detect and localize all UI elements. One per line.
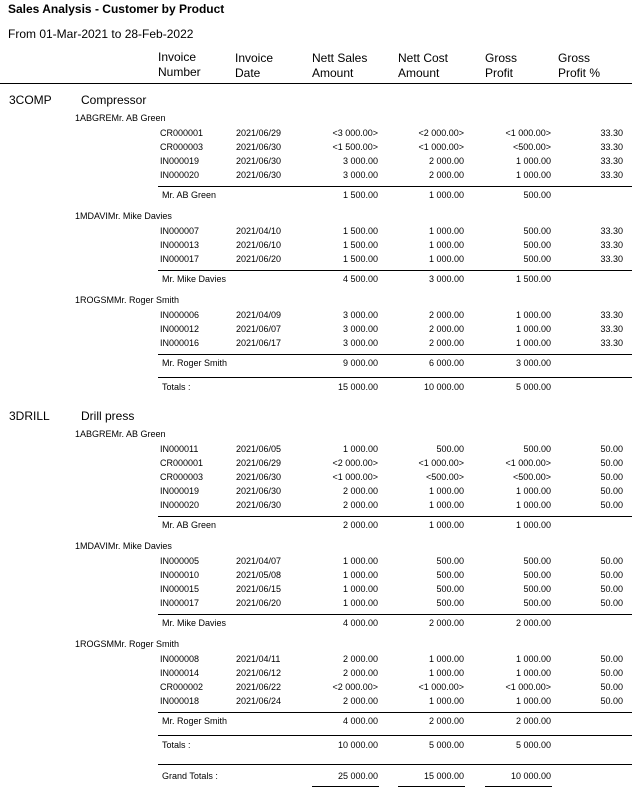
gross-profit-pct: 33.30 <box>600 338 623 348</box>
gross-profit-amount: 500.00 <box>523 226 551 236</box>
nett-sales-amount: 2 000.00 <box>342 500 378 510</box>
nett-cost-amount: <1 000.00> <box>418 458 464 468</box>
invoice-date: 2021/06/30 <box>236 472 282 482</box>
gross-profit-amount: 500.00 <box>523 254 551 264</box>
gross-profit-pct: 50.00 <box>600 570 623 580</box>
gross-profit-amount: <500.00> <box>512 142 551 152</box>
column-header-gross-profit-pct: Gross Profit % <box>558 51 601 80</box>
nett-sales-amount: 1 500.00 <box>342 226 378 236</box>
subtotal-amount: 1 500.00 <box>515 274 551 284</box>
customer-header: 1ABGREMr. AB Green <box>75 429 166 439</box>
invoice-number: CR000003 <box>160 472 204 482</box>
subtotal-customer-name: Mr. AB Green <box>162 520 217 530</box>
gross-profit-pct: 50.00 <box>600 682 623 692</box>
nett-sales-amount: 2 000.00 <box>342 668 378 678</box>
invoice-number: IN000018 <box>160 696 200 706</box>
gross-profit-amount: 500.00 <box>523 570 551 580</box>
gross-profit-pct: 50.00 <box>600 472 623 482</box>
grand-totals-label: Grand Totals : <box>162 771 218 781</box>
totals-label: Totals : <box>162 740 191 750</box>
invoice-number: IN000020 <box>160 500 200 510</box>
nett-sales-amount: 3 000.00 <box>342 170 378 180</box>
invoice-number: IN000017 <box>160 254 200 264</box>
gross-profit-amount: 1 000.00 <box>515 696 551 706</box>
nett-sales-amount: 3 000.00 <box>342 324 378 334</box>
totals-amount: 5 000.00 <box>515 740 551 750</box>
nett-sales-amount: 1 500.00 <box>342 240 378 250</box>
subtotal-amount: 2 000.00 <box>342 520 378 530</box>
gross-profit-amount: 500.00 <box>523 556 551 566</box>
subtotal-customer-name: Mr. AB Green <box>162 190 217 200</box>
invoice-number: IN000019 <box>160 156 200 166</box>
invoice-date: 2021/06/20 <box>236 254 282 264</box>
nett-cost-amount: 1 000.00 <box>428 226 464 236</box>
invoice-number: CR000001 <box>160 458 204 468</box>
invoice-date: 2021/06/30 <box>236 156 282 166</box>
column-header-invoice-number: Invoice Number <box>158 50 201 79</box>
nett-cost-amount: 1 000.00 <box>428 668 464 678</box>
gross-profit-pct: 50.00 <box>600 654 623 664</box>
product-code: 3DRILL <box>9 409 50 423</box>
gross-profit-pct: 33.30 <box>600 156 623 166</box>
customer-header: 1MDAVIMr. Mike Davies <box>75 211 172 221</box>
nett-cost-amount: <2 000.00> <box>418 128 464 138</box>
nett-sales-amount: 1 000.00 <box>342 570 378 580</box>
gross-profit-pct: 50.00 <box>600 500 623 510</box>
subtotal-amount: 4 500.00 <box>342 274 378 284</box>
nett-sales-amount: 2 000.00 <box>342 696 378 706</box>
nett-sales-amount: 3 000.00 <box>342 338 378 348</box>
nett-sales-amount: <2 000.00> <box>332 458 378 468</box>
subtotal-amount: 9 000.00 <box>342 358 378 368</box>
subtotal-amount: 3 000.00 <box>515 358 551 368</box>
gross-profit-amount: 1 000.00 <box>515 338 551 348</box>
gross-profit-amount: 500.00 <box>523 598 551 608</box>
gross-profit-pct: 50.00 <box>600 486 623 496</box>
nett-cost-amount: 2 000.00 <box>428 170 464 180</box>
subtotal-rule <box>158 354 632 355</box>
gross-profit-pct: 33.30 <box>600 310 623 320</box>
subtotal-amount: 4 000.00 <box>342 716 378 726</box>
subtotal-amount: 1 000.00 <box>515 520 551 530</box>
gross-profit-amount: <1 000.00> <box>505 128 551 138</box>
gross-profit-amount: 1 000.00 <box>515 486 551 496</box>
nett-cost-amount: 1 000.00 <box>428 654 464 664</box>
totals-amount: 10 000.00 <box>337 740 378 750</box>
subtotal-amount: 2 000.00 <box>428 716 464 726</box>
gross-profit-pct: 33.30 <box>600 324 623 334</box>
nett-sales-amount: 1 000.00 <box>342 584 378 594</box>
grand-totals-underline <box>398 786 465 787</box>
nett-cost-amount: 2 000.00 <box>428 338 464 348</box>
invoice-date: 2021/04/11 <box>236 654 281 664</box>
nett-sales-amount: <3 000.00> <box>332 128 378 138</box>
invoice-date: 2021/06/05 <box>236 444 282 454</box>
grand-totals-amount: 15 000.00 <box>423 771 464 781</box>
gross-profit-pct: 33.30 <box>600 240 623 250</box>
nett-cost-amount: 1 000.00 <box>428 500 464 510</box>
subtotal-amount: 6 000.00 <box>428 358 464 368</box>
subtotal-amount: 3 000.00 <box>428 274 464 284</box>
gross-profit-pct: 33.30 <box>600 170 623 180</box>
gross-profit-pct: 50.00 <box>600 584 623 594</box>
gross-profit-pct: 50.00 <box>600 444 623 454</box>
nett-sales-amount: 3 000.00 <box>342 310 378 320</box>
nett-cost-amount: <1 000.00> <box>418 682 464 692</box>
invoice-date: 2021/06/30 <box>236 486 282 496</box>
gross-profit-amount: 500.00 <box>523 584 551 594</box>
gross-profit-pct: 33.30 <box>600 128 623 138</box>
nett-cost-amount: <1 000.00> <box>418 142 464 152</box>
gross-profit-amount: 1 000.00 <box>515 310 551 320</box>
gross-profit-amount: 1 000.00 <box>515 500 551 510</box>
subtotal-amount: 1 500.00 <box>342 190 378 200</box>
invoice-number: CR000003 <box>160 142 204 152</box>
nett-cost-amount: 500.00 <box>436 556 464 566</box>
invoice-date: 2021/06/12 <box>236 668 282 678</box>
invoice-date: 2021/04/10 <box>236 226 282 236</box>
subtotal-rule <box>158 712 632 713</box>
subtotal-customer-name: Mr. Mike Davies <box>162 274 227 284</box>
totals-amount: 15 000.00 <box>337 382 378 392</box>
subtotal-amount: 1 000.00 <box>428 190 464 200</box>
subtotal-rule <box>158 186 632 187</box>
totals-label: Totals : <box>162 382 191 392</box>
invoice-number: CR000002 <box>160 682 204 692</box>
grand-totals-top-rule <box>158 764 632 765</box>
gross-profit-pct: 50.00 <box>600 598 623 608</box>
invoice-number: IN000014 <box>160 668 200 678</box>
grand-totals-underline <box>485 786 552 787</box>
gross-profit-amount: <1 000.00> <box>505 458 551 468</box>
gross-profit-amount: 500.00 <box>523 240 551 250</box>
invoice-date: 2021/06/29 <box>236 458 282 468</box>
nett-cost-amount: 1 000.00 <box>428 696 464 706</box>
invoice-date: 2021/06/20 <box>236 598 282 608</box>
gross-profit-amount: 1 000.00 <box>515 668 551 678</box>
product-name: Drill press <box>81 409 135 423</box>
column-header-gross-profit: Gross Profit <box>485 51 518 80</box>
invoice-number: IN000015 <box>160 584 200 594</box>
subtotal-amount: 2 000.00 <box>515 618 551 628</box>
invoice-date: 2021/06/30 <box>236 142 282 152</box>
nett-sales-amount: 1 000.00 <box>342 444 378 454</box>
totals-rule <box>158 377 632 378</box>
gross-profit-amount: 1 000.00 <box>515 170 551 180</box>
nett-sales-amount: 3 000.00 <box>342 156 378 166</box>
nett-cost-amount: 1 000.00 <box>428 240 464 250</box>
product-code: 3COMP <box>9 93 52 107</box>
gross-profit-pct: 33.30 <box>600 254 623 264</box>
invoice-number: IN000007 <box>160 226 200 236</box>
invoice-number: IN000017 <box>160 598 200 608</box>
gross-profit-pct: 33.30 <box>600 226 623 236</box>
invoice-number: IN000006 <box>160 310 200 320</box>
customer-header: 1ROGSMMr. Roger Smith <box>75 639 180 649</box>
subtotal-amount: 1 000.00 <box>428 520 464 530</box>
invoice-number: IN000019 <box>160 486 200 496</box>
invoice-date: 2021/06/24 <box>236 696 282 706</box>
invoice-date: 2021/06/17 <box>236 338 282 348</box>
nett-cost-amount: 2 000.00 <box>428 310 464 320</box>
grand-totals-amount: 25 000.00 <box>337 771 378 781</box>
totals-rule <box>158 735 632 736</box>
invoice-number: CR000001 <box>160 128 204 138</box>
gross-profit-pct: 33.30 <box>600 142 623 152</box>
column-header-nett-cost: Nett Cost Amount <box>398 51 449 80</box>
invoice-date: 2021/04/07 <box>236 556 282 566</box>
subtotal-rule <box>158 516 632 517</box>
invoice-date: 2021/06/30 <box>236 170 282 180</box>
subtotal-amount: 2 000.00 <box>428 618 464 628</box>
subtotal-amount: 2 000.00 <box>515 716 551 726</box>
gross-profit-pct: 50.00 <box>600 668 623 678</box>
invoice-date: 2021/06/22 <box>236 682 282 692</box>
invoice-date: 2021/06/29 <box>236 128 282 138</box>
invoice-number: IN000013 <box>160 240 200 250</box>
grand-totals-amount: 10 000.00 <box>510 771 551 781</box>
invoice-number: IN000011 <box>160 444 199 454</box>
gross-profit-amount: <1 000.00> <box>505 682 551 692</box>
grand-totals-underline <box>312 786 379 787</box>
nett-sales-amount: 1 000.00 <box>342 598 378 608</box>
invoice-date: 2021/04/09 <box>236 310 282 320</box>
subtotal-rule <box>158 614 632 615</box>
subtotal-rule <box>158 270 632 271</box>
gross-profit-pct: 50.00 <box>600 696 623 706</box>
customer-header: 1ABGREMr. AB Green <box>75 113 166 123</box>
nett-sales-amount: 2 000.00 <box>342 654 378 664</box>
invoice-date: 2021/05/08 <box>236 570 282 580</box>
invoice-number: IN000012 <box>160 324 200 334</box>
invoice-date: 2021/06/10 <box>236 240 282 250</box>
nett-cost-amount: 500.00 <box>436 598 464 608</box>
subtotal-amount: 4 000.00 <box>342 618 378 628</box>
gross-profit-amount: 1 000.00 <box>515 324 551 334</box>
customer-header: 1ROGSMMr. Roger Smith <box>75 295 180 305</box>
product-name: Compressor <box>81 93 147 107</box>
gross-profit-pct: 50.00 <box>600 458 623 468</box>
invoice-number: IN000005 <box>160 556 200 566</box>
invoice-number: IN000010 <box>160 570 200 580</box>
nett-cost-amount: 2 000.00 <box>428 324 464 334</box>
nett-cost-amount: 500.00 <box>436 570 464 580</box>
report-title: Sales Analysis - Customer by Product <box>8 2 225 16</box>
nett-cost-amount: <500.00> <box>425 472 464 482</box>
subtotal-customer-name: Mr. Mike Davies <box>162 618 227 628</box>
column-header-nett-sales: Nett Sales Amount <box>312 51 368 80</box>
customer-header: 1MDAVIMr. Mike Davies <box>75 541 172 551</box>
nett-cost-amount: 1 000.00 <box>428 254 464 264</box>
invoice-number: IN000008 <box>160 654 200 664</box>
nett-sales-amount: 2 000.00 <box>342 486 378 496</box>
subtotal-customer-name: Mr. Roger Smith <box>162 716 228 726</box>
nett-sales-amount: <1 500.00> <box>332 142 378 152</box>
totals-amount: 10 000.00 <box>423 382 464 392</box>
subtotal-customer-name: Mr. Roger Smith <box>162 358 228 368</box>
nett-cost-amount: 500.00 <box>436 584 464 594</box>
gross-profit-amount: 1 000.00 <box>515 156 551 166</box>
gross-profit-amount: 500.00 <box>523 444 551 454</box>
nett-sales-amount: 1 000.00 <box>342 556 378 566</box>
subtotal-amount: 500.00 <box>523 190 551 200</box>
nett-cost-amount: 500.00 <box>436 444 464 454</box>
invoice-date: 2021/06/30 <box>236 500 282 510</box>
gross-profit-amount: 1 000.00 <box>515 654 551 664</box>
totals-amount: 5 000.00 <box>428 740 464 750</box>
nett-sales-amount: <1 000.00> <box>332 472 378 482</box>
invoice-date: 2021/06/15 <box>236 584 282 594</box>
report-date-range: From 01-Mar-2021 to 28-Feb-2022 <box>8 27 194 41</box>
invoice-number: IN000016 <box>160 338 200 348</box>
nett-cost-amount: 1 000.00 <box>428 486 464 496</box>
gross-profit-amount: <500.00> <box>512 472 551 482</box>
totals-amount: 5 000.00 <box>515 382 551 392</box>
invoice-number: IN000020 <box>160 170 200 180</box>
invoice-date: 2021/06/07 <box>236 324 282 334</box>
nett-sales-amount: <2 000.00> <box>332 682 378 692</box>
column-header-invoice-date: Invoice Date <box>235 51 274 80</box>
gross-profit-pct: 50.00 <box>600 556 623 566</box>
nett-sales-amount: 1 500.00 <box>342 254 378 264</box>
nett-cost-amount: 2 000.00 <box>428 156 464 166</box>
